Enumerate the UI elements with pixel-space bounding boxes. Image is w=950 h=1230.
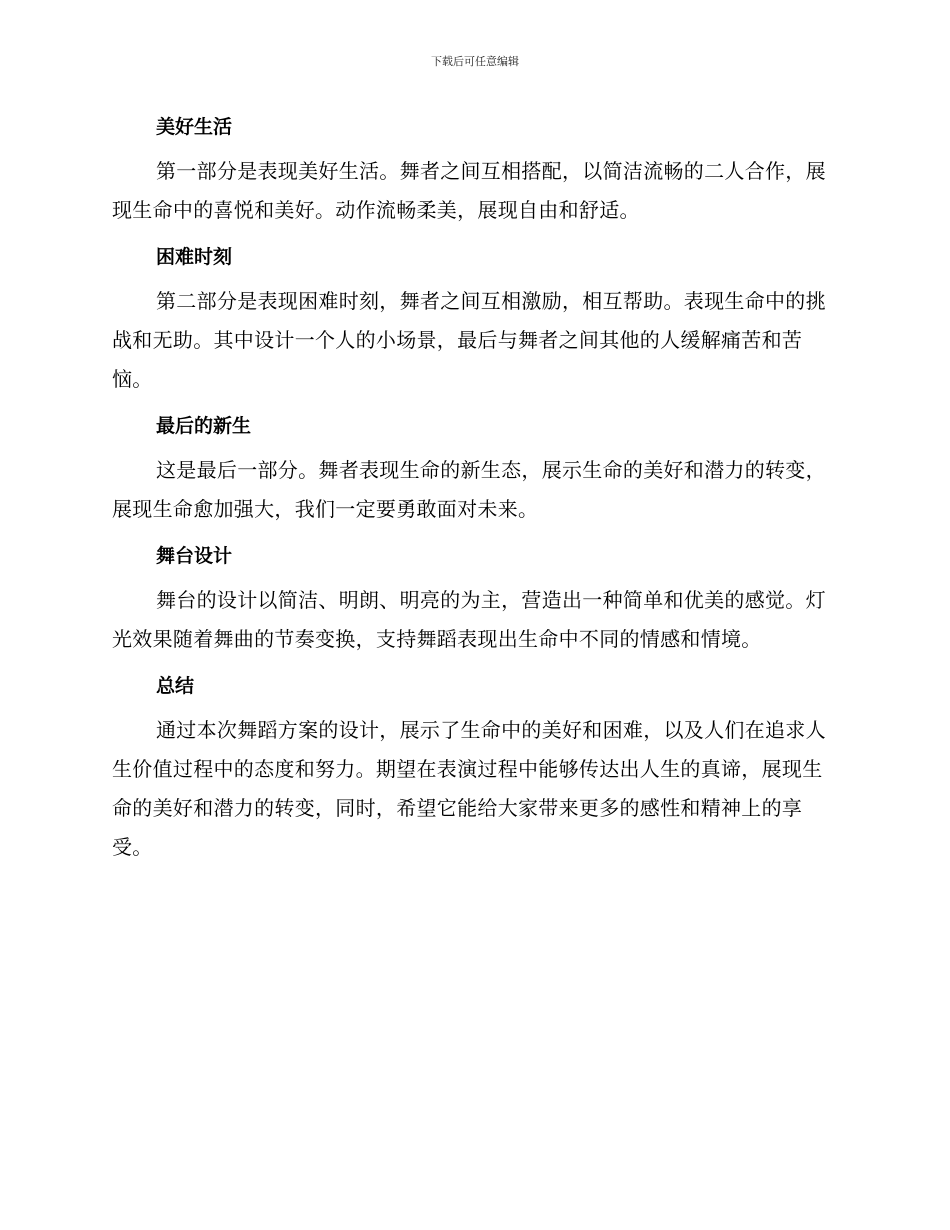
- section-final-rebirth: [112, 407, 832, 529]
- section-heading: 总结: [156, 675, 195, 697]
- section-stage-design: [112, 537, 832, 659]
- document-body: [112, 108, 832, 875]
- section-paragraph: 第二部分是表现困难时刻，舞者之间互相激励，相互帮助。表现生命中的挑战和无助。其中设计一个人的小场景，最后与舞者之间其他的人缓解痛苦和苦恼。: [112, 289, 826, 391]
- section-paragraph: 舞台的设计以简洁、明朗、明亮的为主，营造出一种简单和优美的感觉。灯光效果随着舞曲的节奏变换，支持舞蹈表现出生命中不同的情感和情境。: [112, 588, 826, 651]
- section-heading: 最后的新生: [156, 415, 252, 437]
- section-beautiful-life: [112, 108, 832, 230]
- section-heading: 美好生活: [156, 116, 233, 138]
- page-header-note: 下载后可任意编辑: [431, 55, 519, 68]
- section-difficult-moment: [112, 238, 832, 399]
- section-paragraph: 第一部分是表现美好生活。舞者之间互相搭配，以简洁流畅的二人合作，展现生命中的喜悦和美好。动作流畅柔美，展现自由和舒适。: [112, 159, 826, 222]
- section-paragraph: 通过本次舞蹈方案的设计，展示了生命中的美好和困难，以及人们在追求人生价值过程中的态度和努力。期望在表演过程中能够传达出人生的真谛，展现生命的美好和潜力的转变，同时，希望它能给大家带来更多的感性和精神上的享受。: [112, 718, 826, 859]
- section-heading: 舞台设计: [156, 545, 233, 567]
- section-summary: [112, 667, 832, 867]
- section-heading: 困难时刻: [156, 246, 233, 268]
- section-paragraph: 这是最后一部分。舞者表现生命的新生态，展示生命的美好和潜力的转变，展现生命愈加强大，我们一定要勇敢面对未来。: [112, 458, 826, 521]
